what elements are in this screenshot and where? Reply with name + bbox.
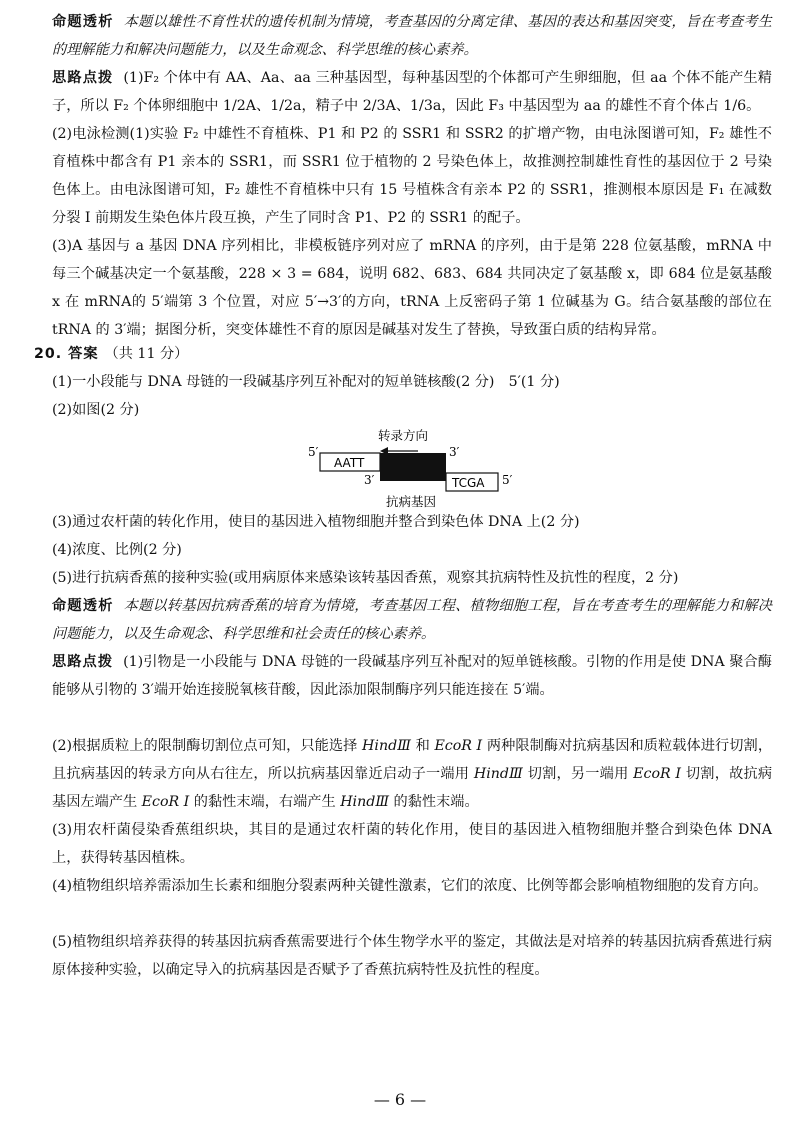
enzyme-ecor: EcoR Ⅰ bbox=[434, 738, 483, 754]
q20-heading bbox=[34, 340, 188, 368]
five-prime-right: 5′ bbox=[502, 473, 513, 487]
enzyme-hind: HindⅢ bbox=[473, 766, 524, 782]
question-number: 20. bbox=[34, 346, 63, 362]
answer-2: (2)如图(2 分) bbox=[52, 402, 140, 418]
answer-label: 答案 bbox=[68, 346, 99, 362]
q20-answer-5 bbox=[52, 564, 772, 592]
answer-5: (5)进行抗病香蕉的接种实验(或用病原体来感染该转基因香蕉，观察其抗病特性及抗性的程度，2 分) bbox=[52, 570, 679, 586]
page-number: — 6 — bbox=[373, 1090, 427, 1109]
tips-20-2-a: (2)根据质粒上的限制酶切割位点可知，只能选择 bbox=[52, 738, 363, 754]
enzyme-hind: HindⅢ bbox=[340, 794, 389, 810]
q20-tips-1 bbox=[52, 648, 772, 704]
gene-diagram bbox=[300, 426, 520, 518]
tips-20-2-c: 和 bbox=[411, 738, 435, 754]
tips-20-4: (4)植物组织培养需添加生长素和细胞分裂素两种关键性激素，它们的浓度、比例等都会影响植物细胞的发育方向。 bbox=[52, 878, 768, 894]
tips-20-2-m: 的黏性末端。 bbox=[389, 794, 479, 810]
q20-tips-2 bbox=[52, 732, 772, 816]
tips-p2: (2)电泳检测(1)实验 F₂ 中雄性不育植株、P1 和 P2 的 SSR1 和 SSR2 的扩增产物，由电泳图谱可知，F₂ 雄性不育植株中都含有 P1 亲本的 SSR1，而 SSR1 位于植物的 2 号染色体上，故推测控制雄性育性的基因位于 2 号染色体上。由电泳图谱可知，F₂ 雄性不育植株中只有 15 号植株含有亲本 P2 的 SSR1，推测根本原因是 F₁ 在减数分裂 I 前期发生染色体片段互换，产生了同时含 P1、P2 的 SSR1 的配子。 bbox=[52, 126, 772, 226]
intent-label: 命题透析 bbox=[52, 14, 114, 30]
q20-answer-2 bbox=[52, 396, 772, 424]
tips-20-2-e: 两种限制酶对抗病基因和质粒载体进行切割，且抗病基因的转录方向从右往左，所以抗病基因靠近启动子一端用 bbox=[52, 738, 773, 782]
q20-answer-3 bbox=[52, 508, 772, 536]
answer-1: (1)一小段能与 DNA 母链的一段碱基序列互补配对的短单链核酸(2 分) 5′(1 分) bbox=[52, 374, 560, 390]
tips-p3: (3)A 基因与 a 基因 DNA 序列相比，非模板链序列对应了 mRNA 的序列，由于是第 228 位氨基酸，mRNA 中每三个碱基决定一个氨基酸，228 × 3 = 684，说明 682、683、684 共同决定了氨基酸 x，即 684 位是氨基酸 x 在 mRNA的 5′端第 3 个位置，对应 5′→3′的方向，tRNA 上反密码子第 1 位碱基为 G。结合氨基酸的部位在 tRNA 的 3′端；据图分析，突变体雄性不育的原因是碱基对发生了替换，导致蛋白质的结构异常。 bbox=[52, 238, 772, 338]
q19-tips-3 bbox=[52, 232, 772, 344]
tips-label: 思路点拨 bbox=[52, 70, 114, 86]
five-prime-left: 5′ bbox=[308, 445, 319, 459]
three-prime-top: 3′ bbox=[449, 445, 460, 459]
q19-intent bbox=[52, 8, 772, 64]
intent-text-20: 本题以转基因抗病香蕉的培育为情境，考查基因工程、植物细胞工程，旨在考查考生的理解能力和解决问题能力，以及生命观念、科学思维和社会责任的核心素养。 bbox=[52, 598, 772, 642]
tips-20-2-k: 的黏性末端，右端产生 bbox=[189, 794, 341, 810]
gene-label: 抗病基因 bbox=[386, 494, 437, 509]
q19-tips-2 bbox=[52, 120, 772, 232]
answer-3: (3)通过农杆菌的转化作用，使目的基因进入植物细胞并整合到染色体 DNA 上(2 分) bbox=[52, 514, 580, 530]
tips-20-5: (5)植物组织培养获得的转基因抗病香蕉需要进行个体生物学水平的鉴定，其做法是对培养的转基因抗病香蕉进行病原体接种实验，以确定导入的抗病基因是否赋予了香蕉抗病特性及抗性的程度。 bbox=[52, 934, 772, 978]
score-total: （共 11 分） bbox=[104, 346, 189, 362]
tips-20-3: (3)用农杆菌侵染香蕉组织块，其目的是通过农杆菌的转化作用，使目的基因进入植物细胞并整合到染色体 DNA 上，获得转基因植株。 bbox=[52, 822, 772, 866]
gene-block bbox=[380, 453, 446, 481]
tips-20-1: (1)引物是一小段能与 DNA 母链的一段碱基序列互补配对的短单链核酸。引物的作用是使 DNA 聚合酶能够从引物的 3′端开始连接脱氧核苷酸，因此添加限制酶序列只能连接在 5′端。 bbox=[52, 654, 772, 698]
enzyme-ecor: EcoR Ⅰ bbox=[633, 766, 682, 782]
tips-20-2-i: 切割，故抗病基因左端产生 bbox=[52, 766, 773, 810]
tips-20-2-g: 切割，另一端用 bbox=[523, 766, 634, 782]
tips-label-20: 思路点拨 bbox=[52, 654, 114, 670]
answer-4: (4)浓度、比例(2 分) bbox=[52, 542, 182, 558]
three-prime-left: 3′ bbox=[364, 473, 375, 487]
intent-text: 本题以雄性不育性状的遗传机制为情境，考查基因的分离定律、基因的表达和基因突变，旨在考查考生的理解能力和解决问题能力，以及生命观念、科学思维的核心素养。 bbox=[52, 14, 772, 58]
q19-tips-1 bbox=[52, 64, 772, 120]
enzyme-ecor: EcoR Ⅰ bbox=[141, 794, 190, 810]
q20-answer-1 bbox=[52, 368, 772, 396]
left-sequence: AATT bbox=[334, 456, 365, 470]
q20-tips-4 bbox=[52, 872, 772, 900]
enzyme-hind: HindⅢ bbox=[362, 738, 411, 754]
tips-p1: (1)F₂ 个体中有 AA、Aa、aa 三种基因型，每种基因型的个体都可产生卵细胞，但 aa 个体不能产生精子，所以 F₂ 个体卵细胞中 1/2A、1/2a，精子中 2/3A、1/3a，因此 F₃ 中基因型为 aa 的雄性不育个体占 1/6。 bbox=[52, 70, 772, 114]
q20-answer-4 bbox=[52, 536, 772, 564]
transcription-direction-label: 转录方向 bbox=[378, 428, 429, 443]
q20-tips-3 bbox=[52, 816, 772, 872]
intent-label-20: 命题透析 bbox=[52, 598, 114, 614]
q20-intent bbox=[52, 592, 772, 648]
q20-tips-5 bbox=[52, 928, 772, 984]
right-sequence: TCGA bbox=[452, 476, 485, 490]
